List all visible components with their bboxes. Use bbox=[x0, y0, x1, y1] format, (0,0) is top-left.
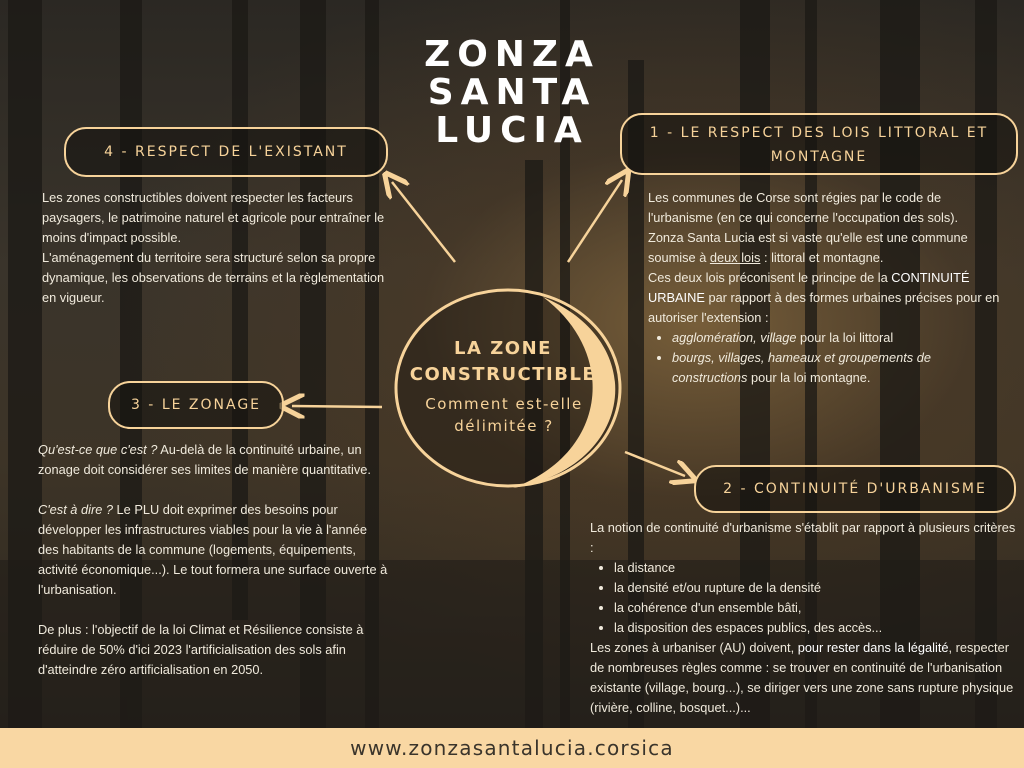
section4-title-text: 4 - RESPECT DE L'EXISTANT bbox=[104, 144, 348, 160]
list-item-text: pour la loi littoral bbox=[796, 330, 894, 345]
section3-q2-emphasis: C'est à dire ? bbox=[38, 502, 113, 517]
brand-line-3: LUCIA bbox=[435, 110, 589, 151]
list-item: • la densité et/ou rupture de la densité bbox=[614, 578, 1018, 598]
section1-title-line-1: 1 - LE RESPECT DES LOIS LITTORAL ET bbox=[649, 125, 989, 141]
brand-line-1: ZONZA bbox=[424, 34, 600, 75]
footer-url[interactable]: www.zonzasantalucia.corsica bbox=[350, 736, 674, 760]
section2-p2-text: Les zones à urbaniser (AU) doivent, bbox=[590, 640, 798, 655]
section3-title bbox=[108, 381, 284, 429]
section1-list bbox=[648, 328, 1006, 388]
section2-title-text: 2 - CONTINUITÉ D'URBANISME bbox=[723, 481, 987, 497]
deux-lois-underline: deux lois bbox=[709, 250, 761, 265]
list-item: • la disposition des espaces publics, des accès... bbox=[614, 618, 1018, 638]
section2-intro: La notion de continuité d'urbanisme s'établit par rapport à plusieurs critères : bbox=[590, 520, 1016, 555]
section4-title bbox=[64, 127, 388, 177]
section4-paragraph-2: L'aménagement du territoire sera structuré selon sa propre dynamique, les observations de terrains et la règlementation en vigueur. bbox=[42, 250, 385, 305]
center-title-line-1: LA ZONE bbox=[454, 338, 552, 359]
section3-title-text: 3 - LE ZONAGE bbox=[130, 397, 262, 413]
section1-p3-text-end: par rapport à des formes urbaines précises pour en autoriser l'extension : bbox=[648, 290, 1000, 325]
brand-logo bbox=[400, 36, 624, 150]
spacer bbox=[38, 600, 390, 620]
list-item: • la cohérence d'un ensemble bâti, bbox=[614, 598, 1018, 618]
list-item bbox=[672, 328, 1006, 348]
section3-q2-text: Le PLU doit exprimer des besoins pour développer les infrastructures viables pour la vie à l'année des habitants de la commune (logements, équipements, activité économique...). Le tout formera une surface ouverte à l'urbanisation. bbox=[38, 502, 388, 597]
section3-q1-text: Au-delà de la continuité urbaine, un zonage doit considérer ses limites de manière quantitative. bbox=[38, 442, 371, 477]
list-item-emphasis: bourgs, villages, hameaux et groupements de constructions bbox=[672, 350, 931, 385]
section1-paragraph-1: Les communes de Corse sont régies par le code de l'urbanisme (en ce qui concerne l'occupation des sols). bbox=[648, 190, 959, 225]
section4-paragraph-1: Les zones constructibles doivent respecter les facteurs paysagers, le patrimoine naturel et agricole pour entraîner le moins d'impact possible. bbox=[42, 190, 385, 245]
section2-paragraph-2 bbox=[590, 638, 1018, 718]
section1-p2-text-end: : littoral et montagne. bbox=[760, 250, 884, 265]
spacer bbox=[38, 480, 390, 500]
section1-p2-text: Zonza Santa Lucia est si vaste qu'elle est une commune soumise à bbox=[648, 230, 968, 265]
center-title-line-2: CONSTRUCTIBLE bbox=[409, 364, 597, 385]
list-item-emphasis: agglomération, village bbox=[672, 330, 797, 345]
section2-body bbox=[590, 518, 1018, 718]
list-item-text: pour la loi montagne. bbox=[747, 370, 871, 385]
section1-p3-text: Ces deux lois préconisent le principe de la bbox=[648, 270, 892, 285]
continuite-urbaine-label: CONTINUITÉ URBAINE bbox=[648, 270, 970, 305]
footer-website bbox=[0, 728, 1024, 768]
center-subtitle-line-1: Comment est-elle bbox=[425, 395, 583, 413]
section1-paragraph-2 bbox=[648, 228, 1006, 268]
section1-body bbox=[648, 188, 1006, 388]
center-subtitle-line-2: délimitée ? bbox=[454, 417, 554, 435]
section2-title bbox=[694, 465, 1016, 513]
center-circle bbox=[383, 283, 638, 493]
center-title bbox=[396, 336, 610, 388]
section2-criteria-list bbox=[590, 558, 1018, 638]
list-item: • la distance bbox=[614, 558, 1018, 578]
section4-body bbox=[42, 188, 392, 308]
section3-paragraph-1 bbox=[38, 440, 390, 480]
section1-title bbox=[620, 113, 1018, 175]
section3-q1-emphasis: Qu'est-ce que c'est ? bbox=[38, 442, 158, 457]
brand-line-2: SANTA bbox=[427, 72, 597, 113]
section1-title-line-2: MONTAGNE bbox=[770, 149, 868, 165]
center-subtitle bbox=[404, 393, 604, 437]
section2-p2-text-end: , respecter de nombreuses règles comme : se trouver en continuité de l'urbanisation existante (village, bourg...), se diriger vers une zone sans rupture physique (rivière, colline, bosquet...)... bbox=[590, 640, 1014, 715]
list-item bbox=[672, 348, 1006, 388]
legalite-label: pour rester dans la légalité bbox=[797, 640, 949, 655]
section1-paragraph-3 bbox=[648, 268, 1006, 328]
section3-body bbox=[38, 440, 390, 680]
section3-paragraph-2 bbox=[38, 500, 390, 600]
section3-paragraph-3: De plus : l'objectif de la loi Climat et Résilience consiste à réduire de 50% d'ici 2023 l'artificialisation des sols afin d'atteindre zéro artificialisation en 2050. bbox=[38, 622, 364, 677]
